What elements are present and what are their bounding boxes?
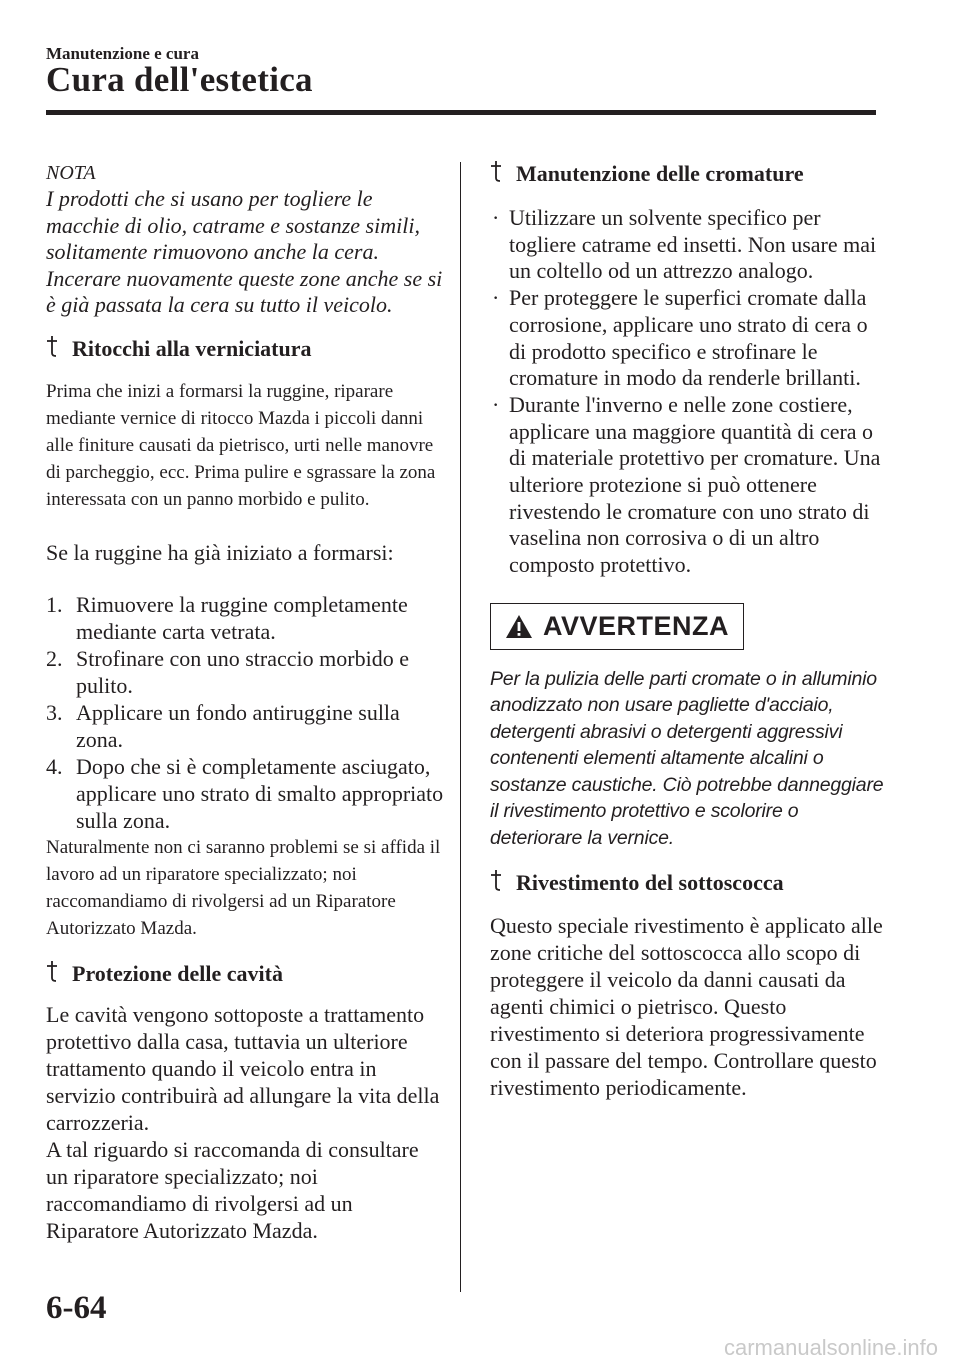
nota-label: NOTA	[46, 162, 96, 184]
bullet-dot-icon: ·	[492, 285, 500, 311]
list-item	[490, 285, 890, 392]
left-column	[46, 160, 446, 1244]
ritocchi-steps	[46, 591, 446, 834]
step-text: Dopo che si è completamente asciugato, applicare uno strato di smalto appropriato sulla zona.	[76, 753, 444, 833]
nota-text: I prodotti che si usano per togliere le macchie di olio, catrame e sostanze simili, solitamente rimuovono anche la cera. Incerare nuovamente queste zone anche se si è già passata la cera su tutto il veicolo.	[46, 186, 443, 317]
step-number: 2.	[46, 645, 63, 671]
section-heading-sottoscocca	[490, 869, 890, 898]
step-text: Applicare un fondo antiruggine sulla zona.	[76, 699, 400, 752]
warning-triangle-icon	[505, 614, 533, 639]
section-heading-cavita	[46, 960, 446, 989]
bullet-text: Durante l'inverno e nelle zone costiere, applicare una maggiore quantità di cera o di materiale protettivo per cromature. Una ulteriore protezione si può ottenere rivestendo le cromature con uno strato di vaselina non corrosiva o di un altro composto protettivo.	[509, 391, 881, 578]
sottoscocca-paragraph: Questo speciale rivestimento è applicato alle zone critiche del sottoscocca allo scopo di proteggere il veicolo da danni causati da agenti chimici o pietrisco. Questo rivestimento si deteriora progressivamente con il passare del tempo. Controllare questo rivestimento periodicamente.	[490, 913, 883, 1101]
bullet-dot-icon: ·	[492, 391, 500, 417]
section-heading-text: Rivestimento del sottoscocca	[516, 870, 784, 896]
list-item	[490, 205, 890, 285]
bullet-dot-icon: ·	[492, 205, 500, 230]
bullet-text: Per proteggere le superfici cromate dalla corrosione, applicare uno strato di cera o di prodotto specifico e strofinare le cromature in modo da renderle brillanti.	[509, 285, 868, 391]
section-marker-icon	[46, 335, 72, 364]
right-column	[490, 160, 890, 1101]
section-heading-cromature	[490, 160, 890, 189]
chapter-label: Manutenzione e cura	[46, 44, 199, 63]
section-heading-text: Ritocchi alla verniciatura	[72, 335, 312, 361]
section-heading-text: Protezione delle cavità	[72, 960, 283, 986]
list-item	[490, 392, 890, 579]
list-item	[46, 645, 446, 699]
step-number: 1.	[46, 591, 63, 617]
step-text: Rimuovere la ruggine completamente mediante carta vetrata.	[76, 591, 408, 644]
cavita-paragraph-2: A tal riguardo si raccomanda di consultare un riparatore specializzato; noi raccomandiamo di rivolgersi ad un Riparatore Autorizzato Mazda.	[46, 1136, 419, 1243]
watermark: carmanualsonline.info	[723, 1335, 938, 1360]
ritocchi-paragraph: Prima che inizi a formarsi la ruggine, riparare mediante vernice di ritocco Mazda i piccoli danni alle finiture causati da pietrisco, urti nelle manovre di parcheggio, ecc. Prima pulire e sgrassare la zona interessata con un panno morbido e pulito.	[46, 380, 436, 510]
warning-label: AVVERTENZA	[542, 610, 729, 641]
step-number: 4.	[46, 753, 63, 779]
section-marker-icon	[490, 160, 516, 189]
section-heading-ritocchi	[46, 335, 446, 364]
section-marker-icon	[490, 869, 516, 898]
step-number: 3.	[46, 699, 63, 725]
cavita-paragraph-1: Le cavità vengono sottoposte a trattamento protettivo dalla casa, tuttavia un ulteriore trattamento quando il veicolo entra in servizio contribuirà ad allungare la vita della carrozzeria.	[46, 1001, 440, 1135]
page-number: 6-64	[46, 1290, 107, 1326]
list-item	[46, 699, 446, 753]
ritocchi-note: Naturalmente non ci saranno problemi se si affida il lavoro ad un riparatore specializzato; noi raccomandiamo di rivolgersi ad un Riparatore Autorizzato Mazda.	[46, 836, 441, 939]
page-title: Cura dell'estetica	[46, 60, 313, 99]
list-item	[46, 753, 446, 834]
step-text: Strofinare con uno straccio morbido e pulito.	[76, 645, 409, 698]
cromature-bullets	[490, 205, 890, 579]
warning-text: Per la pulizia delle parti cromate o in alluminio anodizzato non usare pagliette d'acciaio, detergenti abrasivi o detergenti aggressivi contenenti elementi altamente alcalini o sostanze caustiche. Ciò potrebbe danneggiare il rivestimento protettivo e scolorire o deteriorare la vernice.	[490, 667, 884, 849]
header-divider	[46, 110, 876, 115]
section-heading-text: Manutenzione delle cromature	[516, 161, 804, 186]
warning-box	[490, 603, 744, 650]
bullet-text: Utilizzare un solvente specifico per togliere catrame ed insetti. Non usare mai un coltello od un attrezzo analogo.	[509, 205, 877, 284]
list-item	[46, 591, 446, 645]
section-marker-icon	[46, 960, 72, 989]
column-divider	[460, 162, 461, 1292]
ritocchi-intro: Se la ruggine ha già iniziato a formarsi:	[46, 539, 394, 565]
